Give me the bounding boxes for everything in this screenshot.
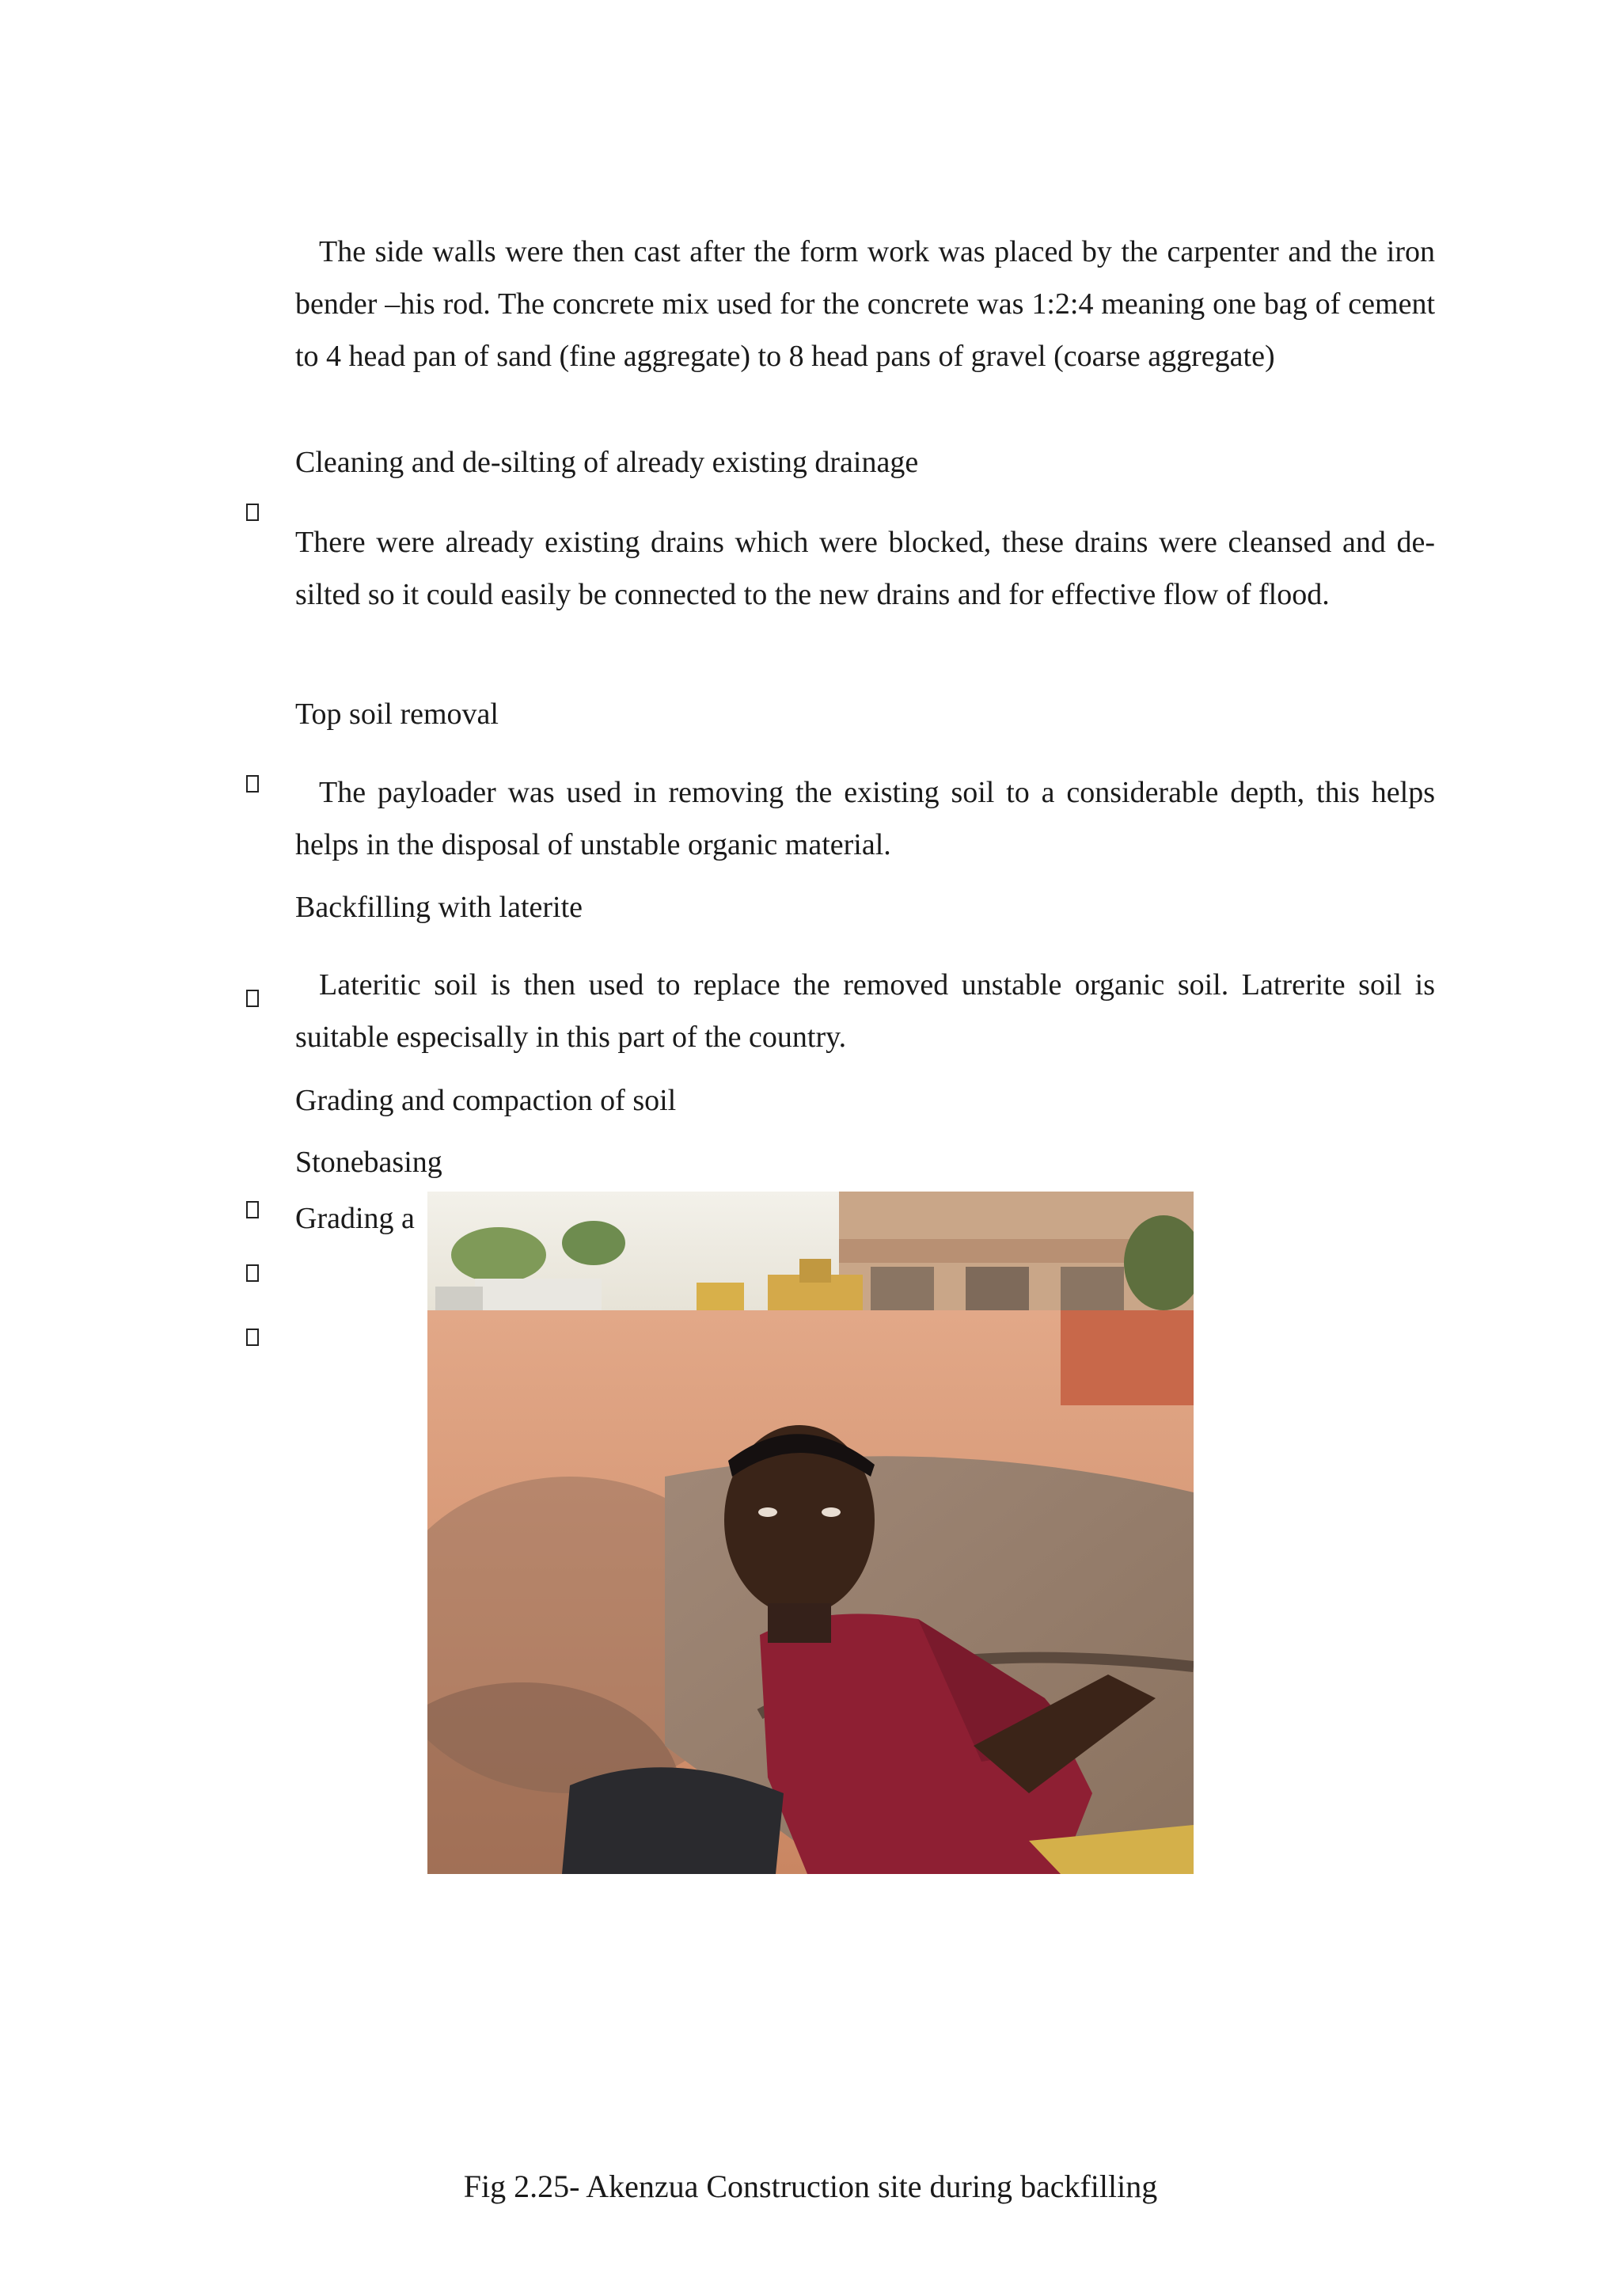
bullet-icon (246, 1329, 259, 1346)
paragraph-lateritic: Lateritic soil is then used to replace the removed unstable organic soil. Latrerite soil is suitable especisally in this part of the country. (295, 968, 1435, 1054)
heading-grading-partial: Grading a (295, 1202, 415, 1235)
heading-cleaning: Cleaning and de-silting of already existing drainage (295, 446, 919, 479)
photo-illustration (427, 1192, 1194, 1874)
bullet-icon (246, 990, 259, 1007)
heading-grading: Grading and compaction of soil (295, 1084, 677, 1117)
heading-backfilling: Backfilling with laterite (295, 891, 583, 924)
heading-stonebasing: Stonebasing (295, 1146, 442, 1179)
paragraph-payloader: The payloader was used in removing the existing soil to a considerable depth, this helps helps in the disposal of unstable organic material. (295, 776, 1435, 861)
bullet-icon (246, 504, 259, 521)
bullet-icon (246, 775, 259, 793)
figure-caption: Fig 2.25- Akenzua Construction site during backfilling (463, 2169, 1158, 2204)
bullet-icon (246, 1201, 259, 1218)
construction-site-photo (427, 1192, 1194, 1874)
bullet-icon (246, 1264, 259, 1282)
paragraph-existing-drains: There were already existing drains which were blocked, these drains were cleansed and de-silted so it could easily be connected to the new drains and for effective flow of flood. (295, 526, 1435, 611)
paragraph-side-walls: The side walls were then cast after the form work was placed by the carpenter and the iron bender –his rod. The concrete mix used for the concrete was 1:2:4 meaning one bag of cement to 4 head pan of sand (fine aggregate) to 8 head pans of gravel (coarse aggregate) (295, 235, 1435, 373)
heading-top-soil: Top soil removal (295, 698, 499, 731)
